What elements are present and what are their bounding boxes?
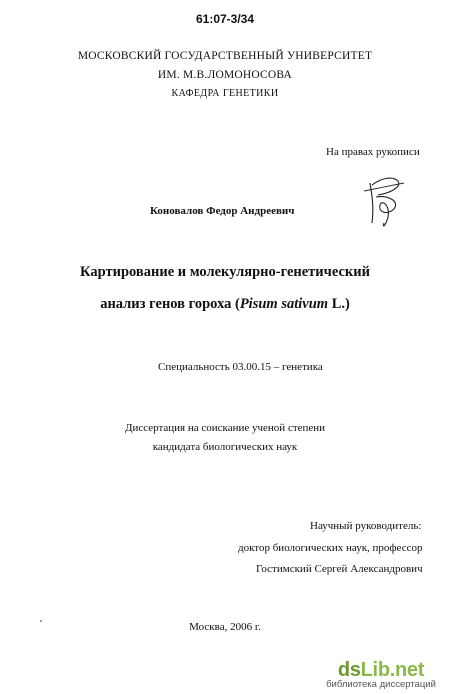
university-named-after: ИМ. М.В.ЛОМОНОСОВА (157, 69, 293, 81)
specialty: Специальность 03.00.15 – генетика (158, 361, 323, 373)
dslib-watermark (320, 659, 442, 690)
thesis-title-suffix: L.) (328, 296, 350, 312)
thesis-title-line1: Картирование и молекулярно-генетический (80, 264, 370, 280)
dissertation-line2: кандидата биологических наук (152, 441, 298, 453)
supervisor-label: Научный руководитель: (310, 520, 422, 532)
thesis-title-line2 (0, 296, 450, 313)
dissertation-line1: Диссертация на соискание ученой степени (124, 422, 326, 434)
place-and-date: Москва, 2006 г. (189, 621, 261, 633)
handwritten-signature (360, 165, 408, 231)
thesis-title-latin: Pisum sativum (239, 296, 329, 312)
dslib-subtitle: библиотека диссертаций (326, 679, 436, 690)
author-name: Коновалов Федор Андреевич (150, 205, 295, 217)
supervisor-name: Гостимский Сергей Александрович (256, 563, 423, 575)
department-name: КАФЕДРА ГЕНЕТИКИ (171, 88, 279, 99)
manuscript-note: На правах рукописи (326, 146, 420, 158)
dslib-logo: dsLib.net (337, 659, 425, 681)
thesis-title-prefix: анализ генов гороха ( (100, 296, 240, 312)
supervisor-degree: доктор биологических наук, профессор (238, 542, 423, 554)
document-code: 61:07-3/34 (195, 12, 255, 26)
university-name: МОСКОВСКИЙ ГОСУДАРСТВЕННЫЙ УНИВЕРСИТЕТ (77, 50, 373, 62)
